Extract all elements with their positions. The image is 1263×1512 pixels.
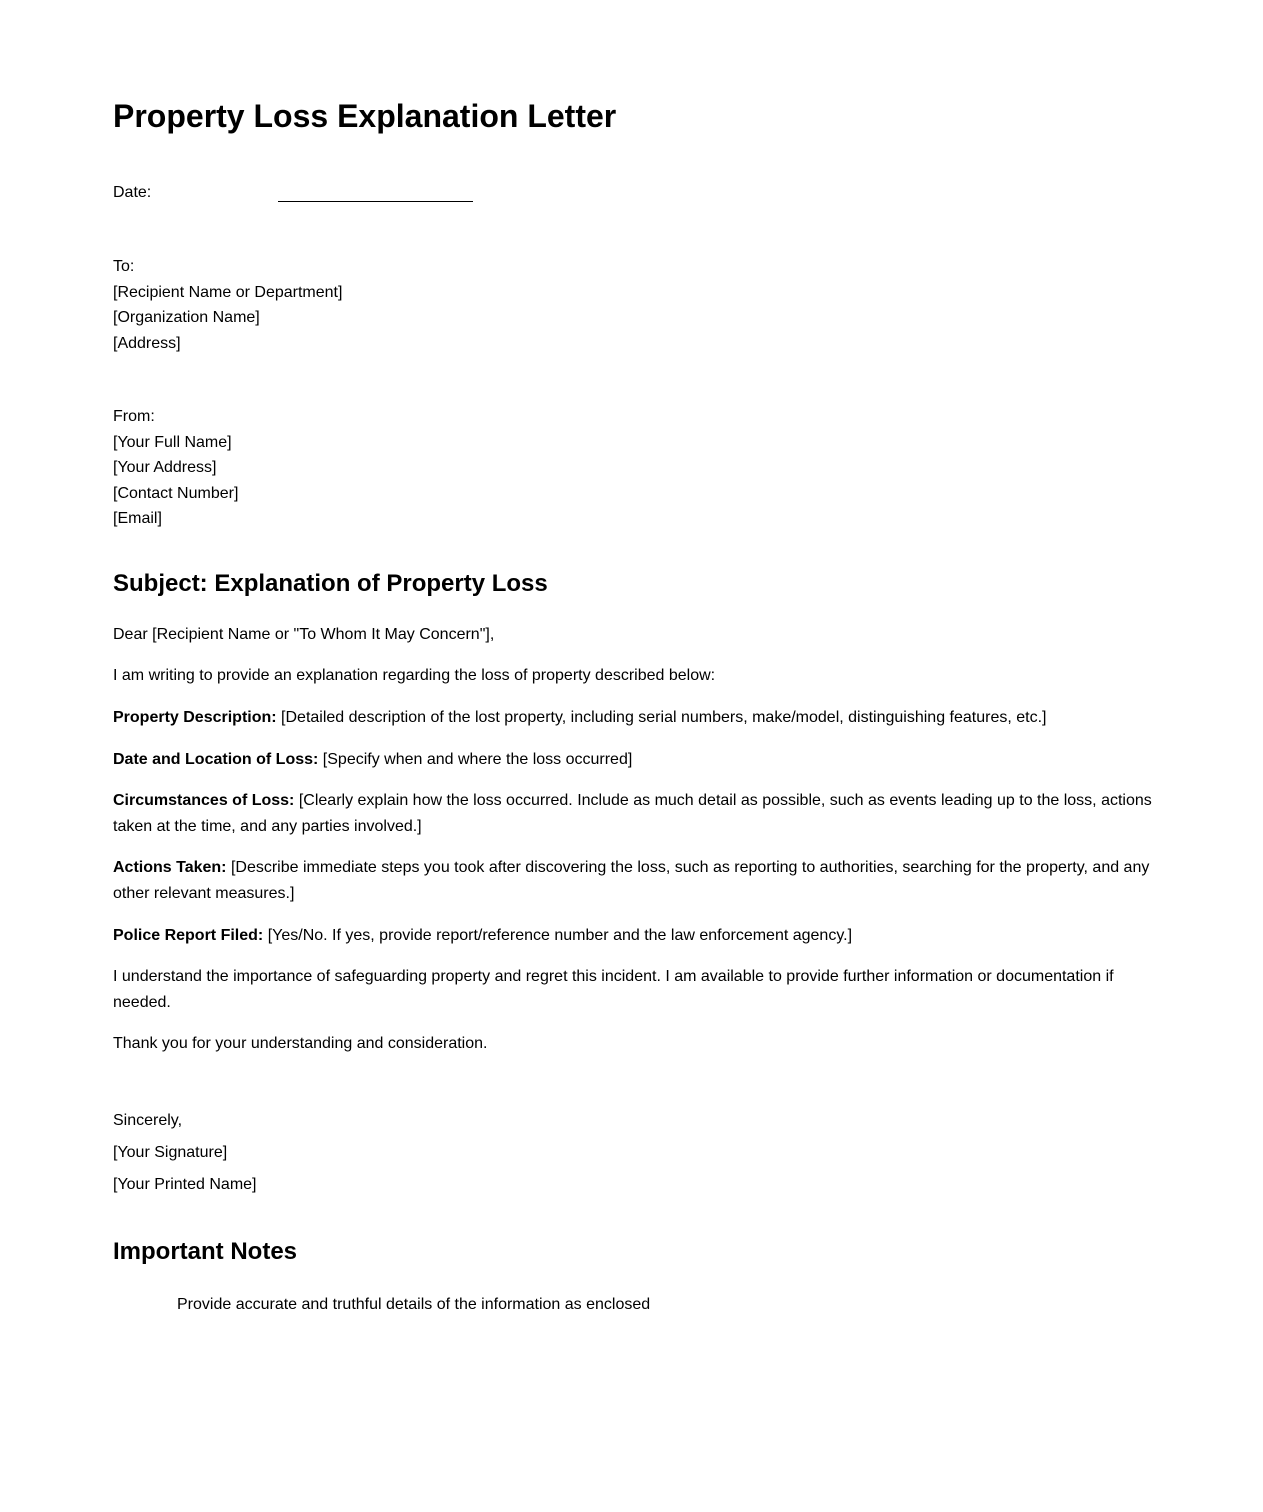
- important-notes-heading: Important Notes: [113, 1238, 298, 1265]
- field-date-location: [113, 747, 1153, 773]
- to-address-line: [Address]: [113, 334, 181, 352]
- signature-line: [Your Signature]: [113, 1144, 228, 1161]
- field-label: Date and Location of Loss:: [113, 751, 319, 768]
- notes-list-item-partial: [177, 1292, 651, 1313]
- salutation: Dear [Recipient Name or "To Whom It May Concern"],: [113, 626, 495, 643]
- from-block: [113, 404, 238, 532]
- notes-item-text: Provide accurate and truthful details of the information as enclosed: [177, 1296, 651, 1313]
- from-contact-line: [Contact Number]: [113, 484, 239, 502]
- field-text: [Clearly explain how the loss occurred. Include as much detail as possible, such as events leading up to the loss, actions taken at the time, and any parties involved.]: [113, 792, 1152, 835]
- printed-name-line: [Your Printed Name]: [113, 1176, 257, 1193]
- field-property-description: [113, 705, 1153, 731]
- field-text: [Yes/No. If yes, provide report/reference number and the law enforcement agency.]: [267, 927, 853, 944]
- to-block: [113, 254, 342, 356]
- from-label: From:: [113, 408, 155, 425]
- field-text: [Detailed description of the lost property, including serial numbers, make/model, distinguishing features, etc.]: [281, 709, 1047, 726]
- date-label: Date:: [113, 184, 152, 201]
- intro-paragraph: I am writing to provide an explanation regarding the loss of property described below:: [113, 667, 716, 684]
- field-label: Actions Taken:: [113, 859, 227, 876]
- page-title: Property Loss Explanation Letter: [113, 98, 617, 134]
- subject-heading: Subject: Explanation of Property Loss: [113, 570, 548, 597]
- sign-off: Sincerely,: [113, 1112, 183, 1129]
- to-label: To:: [113, 258, 135, 275]
- from-name-line: [Your Full Name]: [113, 433, 232, 451]
- thanks-paragraph: Thank you for your understanding and consideration.: [113, 1035, 488, 1052]
- from-address-line: [Your Address]: [113, 459, 217, 476]
- date-blank-line: [278, 201, 473, 202]
- field-actions-taken: [113, 855, 1153, 907]
- field-label: Circumstances of Loss:: [113, 792, 295, 809]
- field-circumstances: [113, 788, 1153, 840]
- field-police-report: [113, 923, 1153, 949]
- field-text: [Specify when and where the loss occurred]: [322, 751, 633, 768]
- to-recipient-line: [Recipient Name or Department]: [113, 283, 343, 301]
- field-label: Property Description:: [113, 709, 277, 726]
- from-email-line: [Email]: [113, 510, 162, 527]
- to-organization-line: [Organization Name]: [113, 309, 260, 326]
- date-row: [113, 182, 151, 204]
- field-text: [Describe immediate steps you took after discovering the loss, such as reporting to authorities, searching for the property, and any other relevant measures.]: [113, 859, 1150, 902]
- understanding-paragraph: I understand the importance of safeguarding property and regret this incident. I am available to provide further information or documentation if needed.: [113, 968, 1114, 1011]
- field-label: Police Report Filed:: [113, 927, 264, 944]
